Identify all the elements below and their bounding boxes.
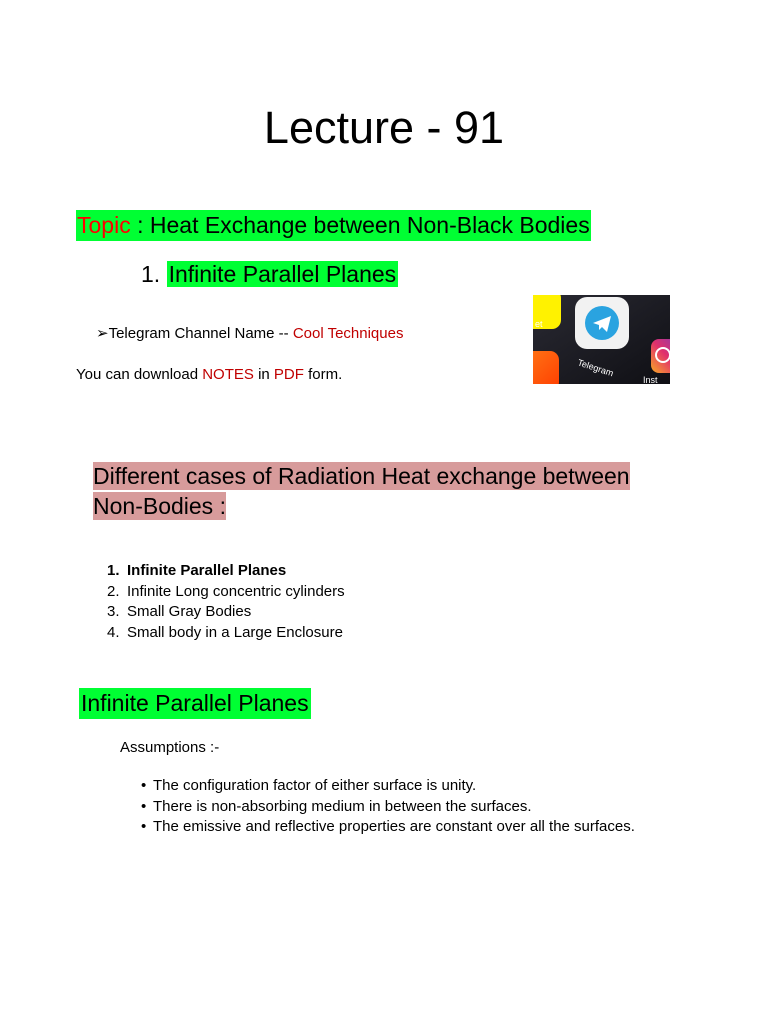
- telegram-app-photo: [533, 295, 670, 384]
- subtopic-text: Infinite Parallel Planes: [168, 261, 397, 287]
- telegram-caption: Telegram: [576, 357, 615, 379]
- list-item: [107, 561, 345, 582]
- list-item: [141, 817, 635, 838]
- list-item: [141, 776, 635, 797]
- bullet-icon: •: [141, 777, 147, 794]
- topic-label: Topic: [77, 212, 131, 238]
- telegram-channel-name[interactable]: Cool Techniques: [292, 325, 404, 342]
- list-item: [107, 602, 345, 623]
- list-text: Small body in a Large Enclosure: [127, 623, 343, 641]
- bullet-icon: •: [141, 818, 147, 835]
- list-item: [107, 582, 345, 603]
- list-text: There is non-absorbing medium in between the surfaces.: [153, 797, 532, 815]
- list-number: 2.: [107, 582, 120, 600]
- bullet-icon: •: [141, 797, 147, 815]
- cases-list: [107, 561, 345, 643]
- download-prefix: You can download: [76, 366, 203, 383]
- list-item: [107, 623, 345, 644]
- topic-line: [76, 210, 591, 241]
- section-heading: Infinite Parallel Planes: [79, 688, 311, 719]
- download-line: [76, 365, 342, 385]
- assumptions-label: Assumptions :-: [120, 739, 220, 756]
- assumptions-list: [141, 776, 635, 838]
- left-app-label: et: [535, 319, 543, 329]
- notes-link[interactable]: NOTES: [202, 366, 254, 383]
- list-item: [141, 797, 635, 818]
- subtopic-line: [141, 259, 398, 290]
- instagram-app-icon: [651, 339, 670, 373]
- right-app-label: Inst: [643, 375, 658, 384]
- list-text: Infinite Long concentric cylinders: [127, 582, 345, 600]
- orange-app-icon: [533, 351, 559, 384]
- list-text: Infinite Parallel Planes: [127, 562, 287, 579]
- list-text: The emissive and reflective properties are constant over all the surfaces.: [153, 818, 635, 835]
- subtopic-number: 1.: [141, 261, 161, 287]
- cases-heading: [93, 461, 668, 521]
- topic-separator: :: [130, 212, 150, 238]
- telegram-channel-line: [96, 324, 403, 344]
- telegram-app-image: [533, 295, 670, 384]
- arrow-bullet-icon: ➢: [96, 325, 109, 342]
- list-number: 1.: [107, 562, 120, 579]
- list-number: 4.: [107, 623, 120, 641]
- cases-heading-text: Different cases of Radiation Heat exchange between Non-Bodies :: [93, 463, 630, 519]
- list-text: Small Gray Bodies: [127, 603, 252, 620]
- telegram-label: Telegram Channel Name --: [108, 325, 293, 342]
- download-suffix: form.: [303, 366, 343, 383]
- topic-text: Heat Exchange between Non-Black Bodies: [149, 212, 590, 238]
- download-mid: in: [253, 366, 274, 383]
- list-text: The configuration factor of either surface is unity.: [153, 777, 477, 794]
- pdf-link[interactable]: PDF: [273, 366, 304, 383]
- list-number: 3.: [107, 603, 120, 620]
- lecture-title: Lecture - 91: [263, 102, 505, 153]
